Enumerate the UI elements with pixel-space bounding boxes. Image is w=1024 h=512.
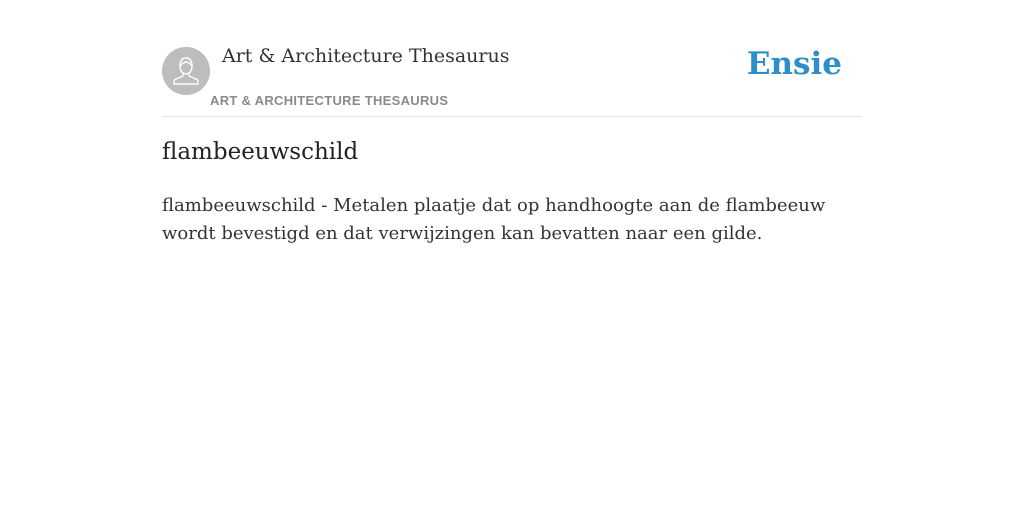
- brand-logo[interactable]: Ensie: [746, 46, 842, 82]
- entry-title: flambeeuwschild: [162, 139, 359, 165]
- author-link[interactable]: Art & Architecture Thesaurus: [222, 45, 510, 67]
- entry-definition: flambeeuwschild - Metalen plaatje dat op handhoogte aan de flambeeuw wordt bevestigd en dat verwijzingen kan bevatten naar een gilde.: [162, 195, 826, 244]
- entry-header: [162, 0, 862, 117]
- user-avatar-icon[interactable]: [162, 47, 210, 95]
- category-label[interactable]: ART & ARCHITECTURE THESAURUS: [210, 93, 449, 108]
- entry-card: [162, 0, 862, 244]
